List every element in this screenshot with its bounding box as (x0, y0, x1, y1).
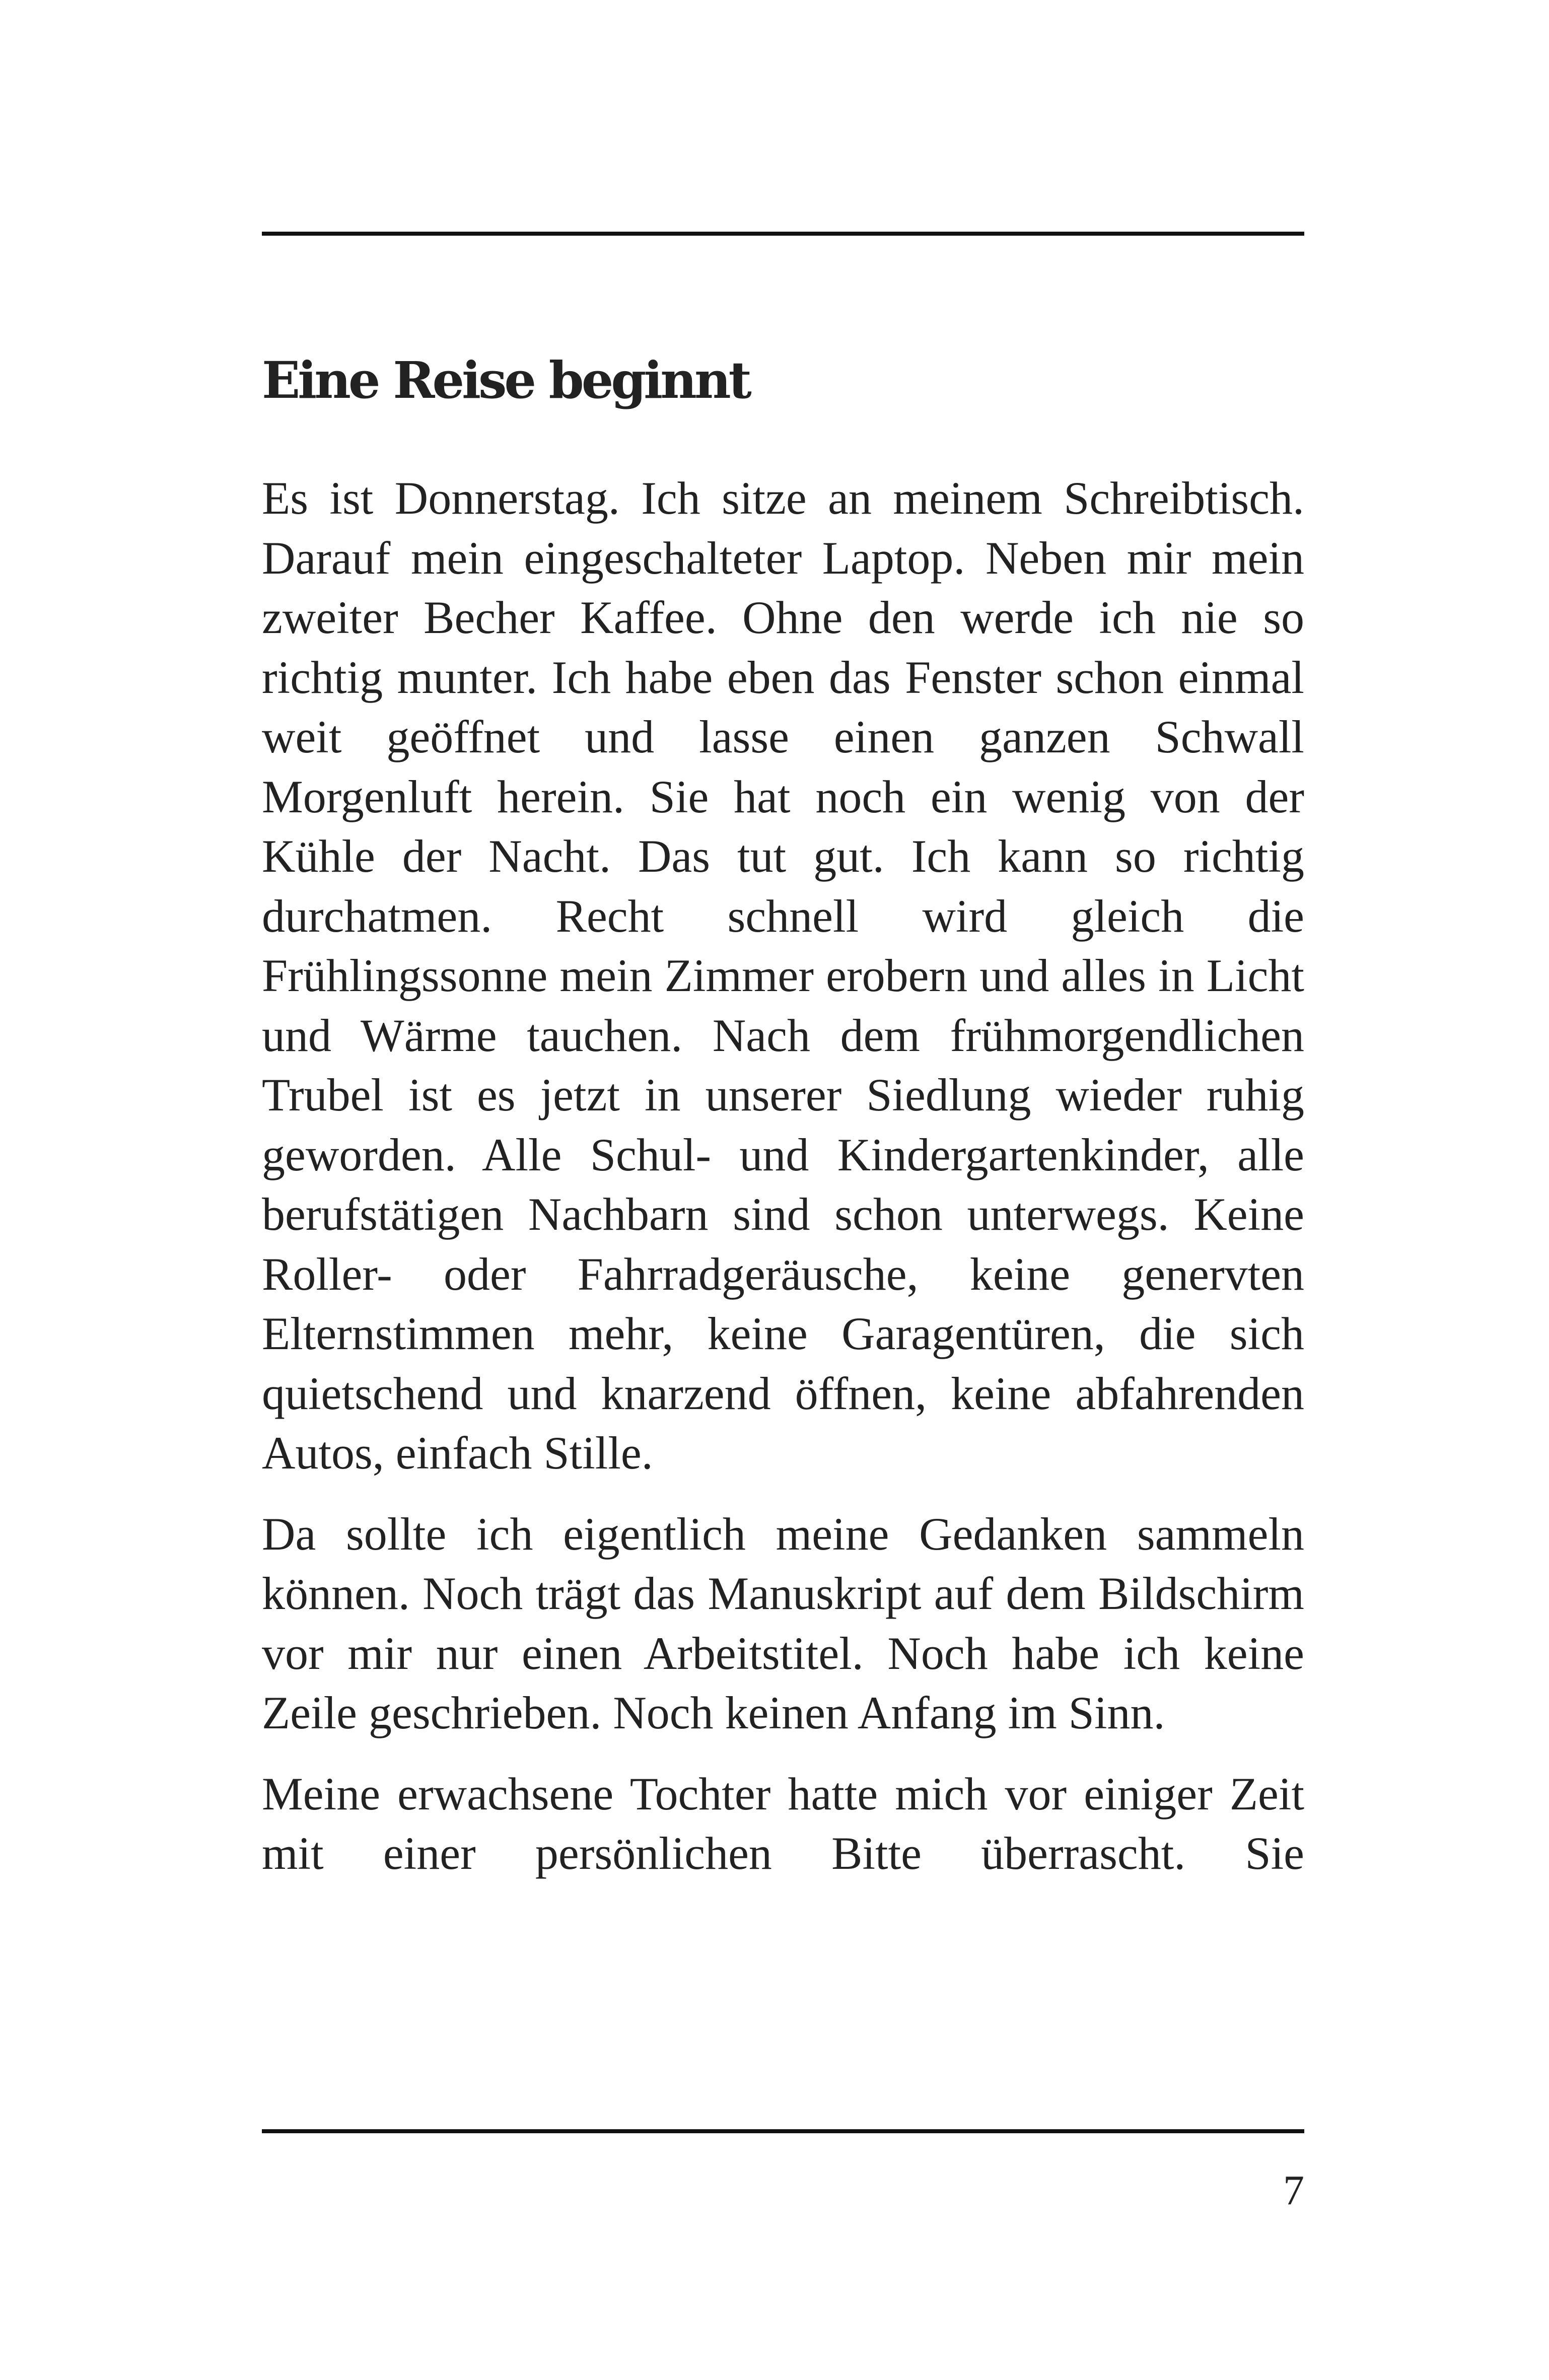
page-number: 7 (1283, 2167, 1304, 2214)
chapter-title: Eine Reise beginnt (262, 351, 749, 410)
paragraph: Da sollte ich eigentlich meine Gedanken sammeln können. Noch trägt das Manuskript auf dem Bildschirm vor mir nur einen Arbeitstitel. Noch habe ich keine Zeile geschrieben. Noch keinen Anfang im Sinn. (262, 1508, 1304, 1738)
paragraph: Es ist Donnerstag. Ich sitze an meinem Schreibtisch. Darauf mein eingeschalteter Laptop. Neben mir mein zweiter Becher Kaffee. Ohne den werde ich nie so richtig munter. Ich habe eben das Fenster schon einmal weit geöffnet und lasse einen ganzen Schwall Morgenluft herein. Sie hat noch ein wenig von der Kühle der Nacht. Das tut gut. Ich kann so richtig durchatmen. Recht schnell wird gleich die Frühlingssonne mein Zimmer erobern und alles in Licht und Wärme tauchen. Nach dem frühmorgendlichen Trubel ist es jetzt in unserer Siedlung wieder ruhig geworden. Alle Schul- und Kindergartenkinder, alle berufstätigen Nachbarn sind schon unterwegs. Keine Roller- oder Fahrradgeräusche, keine genervten Elternstimmen mehr, keine Garagentüren, die sich quietschend und knarzend öffnen, keine abfahrenden Autos, einfach Stille. (262, 472, 1304, 1479)
top-rule (262, 232, 1304, 236)
body-text (262, 468, 1304, 1905)
paragraph: Meine erwachsene Tochter hatte mich vor einiger Zeit mit einer persönlichen Bitte überrascht. Sie (262, 1768, 1304, 1879)
bottom-rule (262, 2129, 1304, 2133)
